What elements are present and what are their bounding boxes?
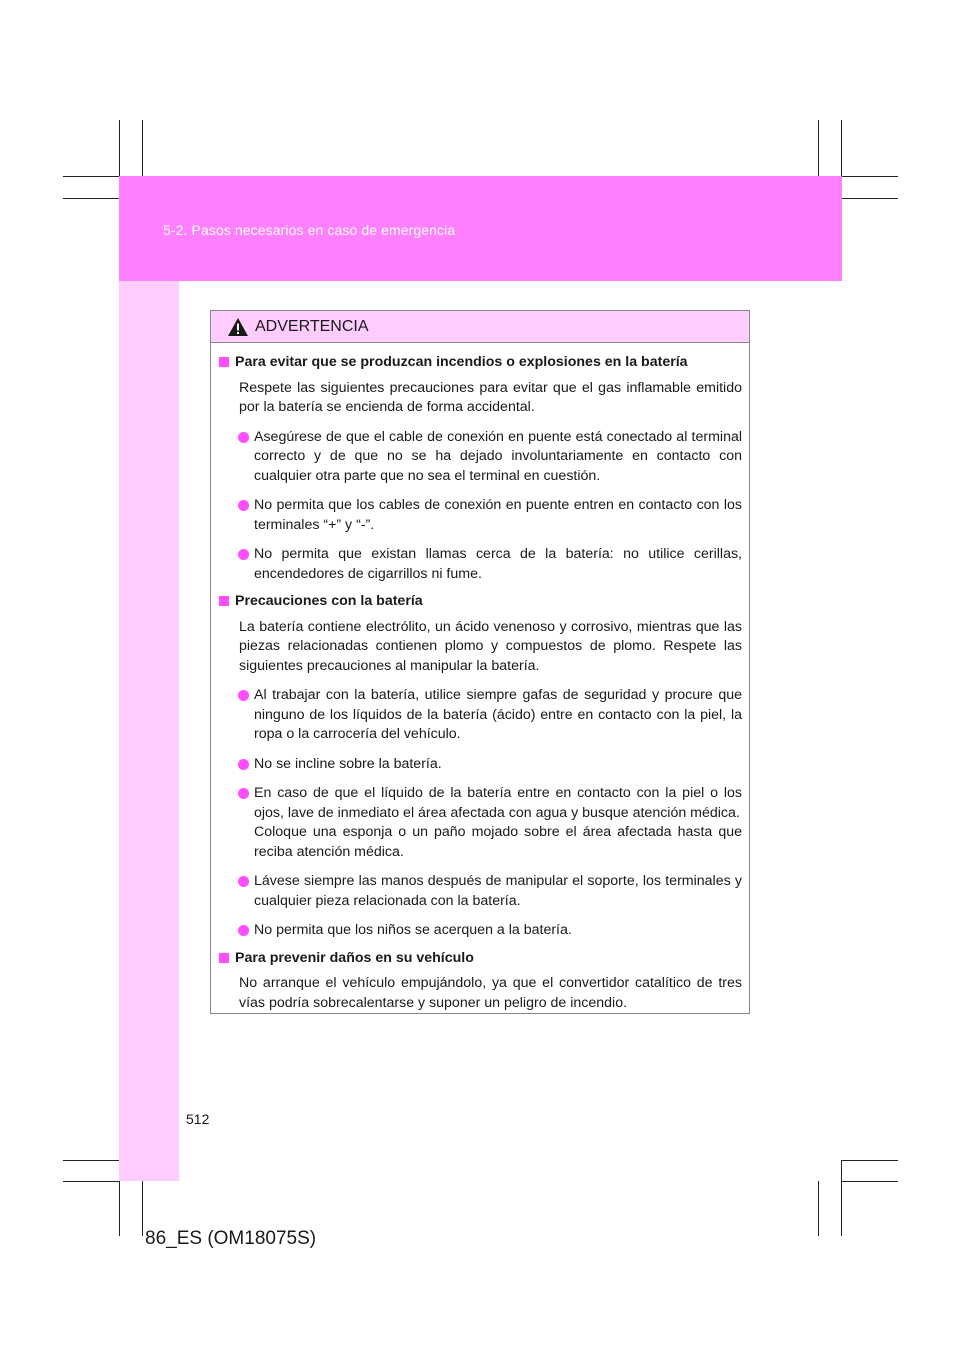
circle-bullet-icon <box>238 690 249 701</box>
section-paragraph: La batería contiene electrólito, un ácido venenoso y corrosivo, mientras que las piezas relacionadas contienen plomo y compuestos de plomo. Respete las siguientes precauciones al manipular la batería. <box>239 618 742 674</box>
list-item-text <box>254 545 742 584</box>
crop-mark <box>842 176 898 177</box>
crop-mark <box>818 120 819 176</box>
warning-box <box>210 310 750 1014</box>
warning-content <box>211 343 749 1013</box>
list-item-text <box>254 428 742 487</box>
list-item-text <box>254 921 742 941</box>
crop-mark <box>142 1181 143 1236</box>
page-number: 512 <box>186 1111 210 1127</box>
list-item-line: No permita que los cables de conexión en puente entren en contacto con los terminales “+” y “-”. <box>254 497 742 533</box>
crop-mark <box>841 1160 842 1236</box>
list-item <box>219 872 742 911</box>
list-item-text <box>254 784 742 862</box>
square-bullet-icon <box>219 596 229 606</box>
circle-bullet-icon <box>238 759 249 770</box>
section-heading-text: Para evitar que se produzcan incendios o explosiones en la batería <box>235 354 688 370</box>
crop-mark <box>119 120 120 176</box>
circle-bullet-icon <box>238 432 249 443</box>
list-item <box>219 921 742 941</box>
warning-header <box>211 311 749 343</box>
list-item <box>219 496 742 535</box>
crop-mark <box>818 1181 819 1236</box>
crop-mark <box>63 176 119 177</box>
crop-mark <box>142 120 143 176</box>
crop-mark <box>842 198 898 199</box>
circle-bullet-icon <box>238 788 249 799</box>
circle-bullet-icon <box>238 876 249 887</box>
section-heading-text: Para prevenir daños en su vehículo <box>235 949 474 966</box>
section-heading <box>219 592 742 612</box>
section-title: 5-2. Pasos necesarios en caso de emergencia <box>163 222 456 238</box>
list-item-text <box>254 872 742 911</box>
square-bullet-icon <box>219 953 229 963</box>
list-item-line: No se incline sobre la batería. <box>254 755 442 772</box>
list-item-text <box>254 496 742 535</box>
section-paragraph: No arranque el vehículo empujándolo, ya que el convertidor catalítico de tres vías podría sobrecalentarse y suponer un peligro de incendio. <box>239 975 742 1011</box>
list-item-line: En caso de que el líquido de la batería entre en contacto con la piel o los ojos, lave de inmediato el área afectada con agua y busque atención médica. <box>254 785 742 821</box>
list-item-line: Coloque una esponja o un paño mojado sobre el área afectada hasta que reciba atención médica. <box>254 824 742 860</box>
list-item-line: No permita que existan llamas cerca de la batería: no utilice cerillas, encendedores de cigarrillos ni fume. <box>254 546 742 582</box>
list-item-text <box>254 686 742 745</box>
section-paragraph: Respete las siguientes precauciones para evitar que el gas inflamable emitido por la batería se encienda de forma accidental. <box>239 379 742 415</box>
list-item-line: Al trabajar con la batería, utilice siempre gafas de seguridad y procure que ninguno de los líquidos de la batería (ácido) entre en contacto con la piel, la ropa o la carrocería del vehículo. <box>254 687 742 742</box>
list-item <box>219 428 742 487</box>
crop-mark <box>842 1181 898 1182</box>
circle-bullet-icon <box>238 500 249 511</box>
circle-bullet-icon <box>238 925 249 936</box>
circle-bullet-icon <box>238 549 249 560</box>
list-item <box>219 784 742 862</box>
list-item-line: Asegúrese de que el cable de conexión en puente está conectado al terminal correcto y de que no se ha dejado involuntariamente en contacto con cualquier otra parte que no sea el terminal en cuestión. <box>254 428 742 484</box>
crop-mark <box>841 120 842 176</box>
square-bullet-icon <box>219 357 229 367</box>
list-item-text <box>254 755 742 775</box>
warning-triangle-icon <box>227 317 249 337</box>
warning-title: ADVERTENCIA <box>255 317 369 335</box>
section-heading <box>219 353 742 373</box>
section-heading <box>219 949 742 969</box>
side-band <box>119 281 179 1181</box>
document-code: 86_ES (OM18075S) <box>145 1228 317 1249</box>
crop-mark <box>63 1181 119 1182</box>
list-item <box>219 755 742 775</box>
list-item <box>219 686 742 745</box>
section-heading-text: Precauciones con la batería <box>235 593 423 609</box>
list-item-line: No permita que los niños se acerquen a la batería. <box>254 922 572 938</box>
crop-mark <box>842 1160 898 1161</box>
crop-mark <box>63 198 119 199</box>
list-item-line: Lávese siempre las manos después de manipular el soporte, los terminales y cualquier pieza relacionada con la batería. <box>254 873 742 909</box>
list-item <box>219 545 742 584</box>
crop-mark <box>63 1160 119 1161</box>
